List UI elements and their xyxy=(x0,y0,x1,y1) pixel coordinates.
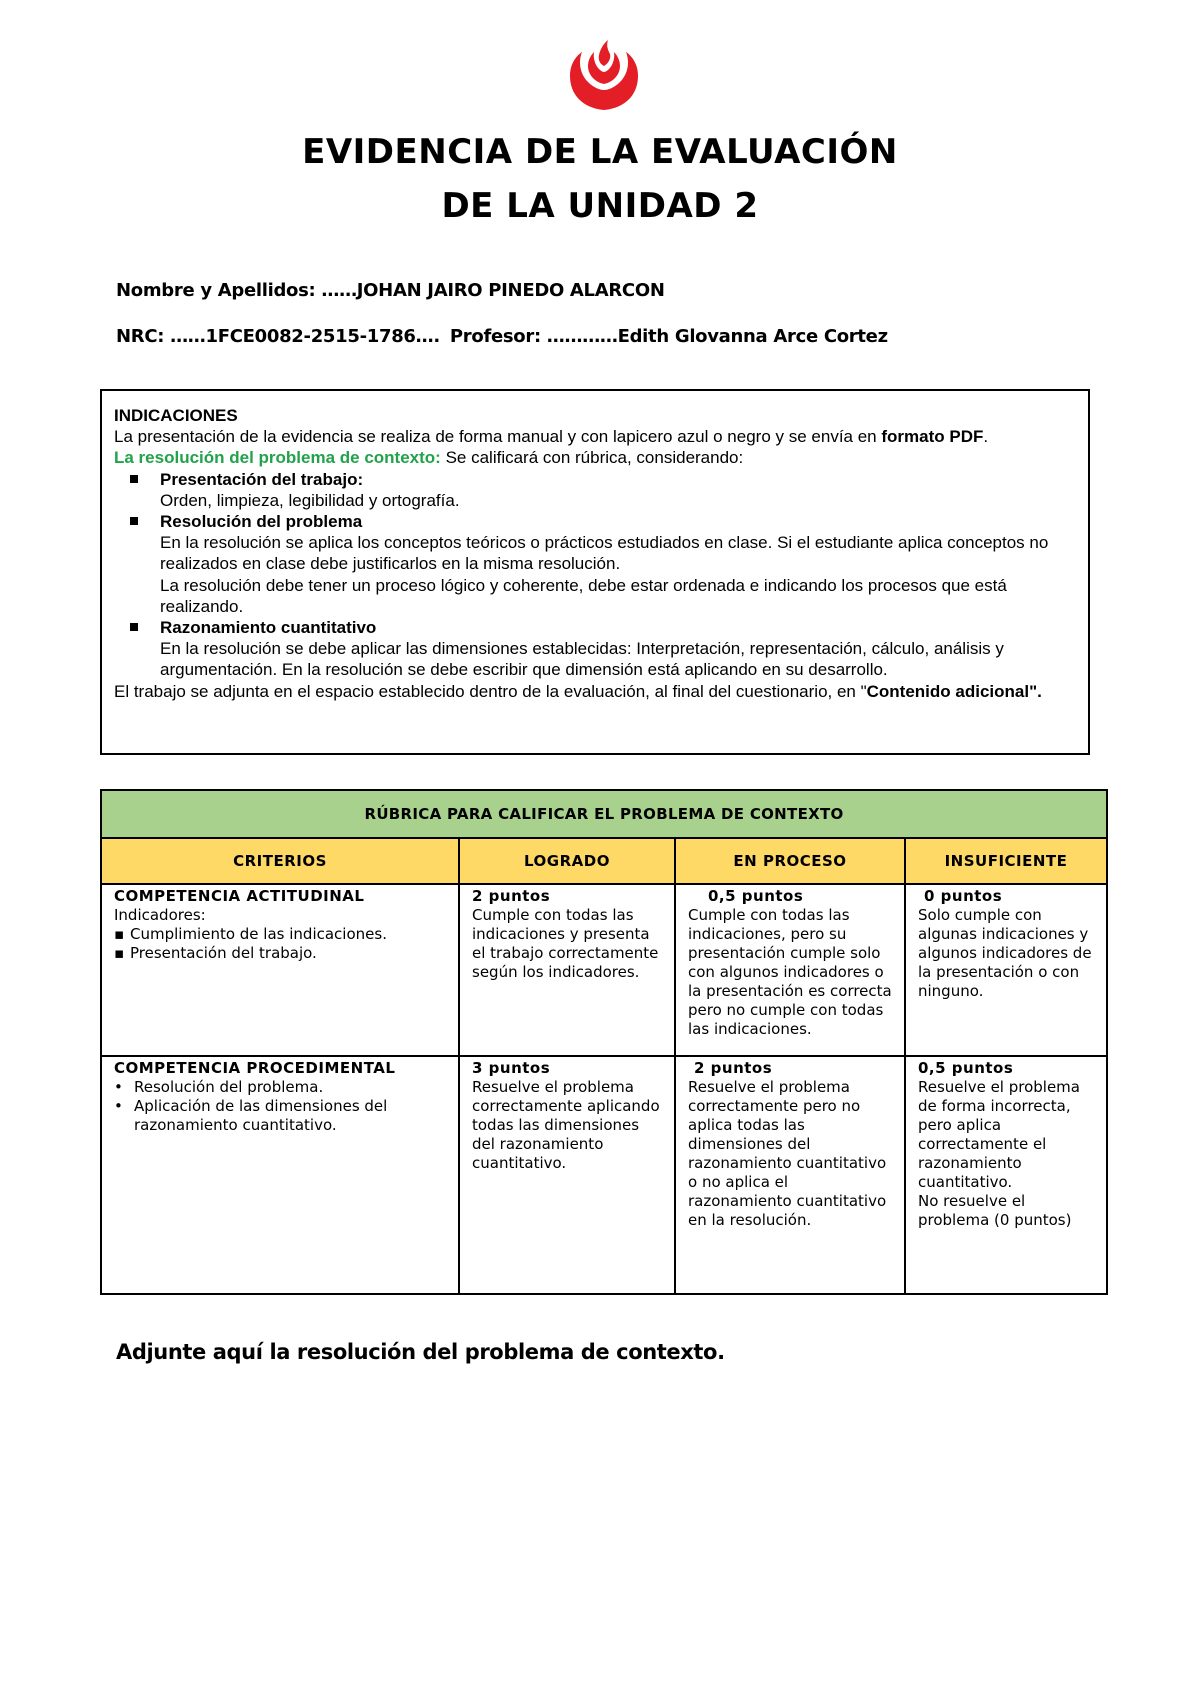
logrado-cell xyxy=(459,884,675,1056)
criterio-list xyxy=(114,925,448,963)
square-bullet-icon xyxy=(130,475,138,483)
context-label: La resolución del problema de contexto: xyxy=(114,448,441,468)
cell-text: Cumple con todas las indicaciones, pero su presentación cumple solo con algunos indicadores o la presentación es correcta pero no cumple con todas las indicaciones. xyxy=(688,906,892,1038)
points-label: 0,5 puntos xyxy=(708,887,804,905)
column-header: INSUFICIENTE xyxy=(905,838,1107,884)
item-title: Resolución del problema xyxy=(160,512,363,532)
intro-text: La presentación de la evidencia se realiza de forma manual y con lapicero azul o negro y se envía en xyxy=(114,427,882,447)
indicaciones-heading: INDICACIONES xyxy=(114,406,238,425)
list-item xyxy=(114,617,1078,681)
nrc-profesor-line xyxy=(116,326,888,347)
logrado-cell xyxy=(459,1056,675,1294)
cell-text: Solo cumple con algunas indicaciones y algunos indicadores de la presentación o con ninguno. xyxy=(918,906,1092,1000)
list-item xyxy=(114,469,1078,511)
rubric-title-row xyxy=(101,790,1107,838)
student-name: Nombre y Apellidos: ……JOHAN JAIRO PINEDO ALARCON xyxy=(116,280,665,301)
context-text: Se calificará con rúbrica, considerando: xyxy=(440,448,744,468)
column-header: EN PROCESO xyxy=(675,838,905,884)
closing-normal: El trabajo se adjunta en el espacio establecido dentro de la evaluación, al final del cuestionario, en " xyxy=(114,681,867,701)
list-item xyxy=(114,511,1078,617)
rubric-title: RÚBRICA PARA CALIFICAR EL PROBLEMA DE CONTEXTO xyxy=(101,790,1107,838)
points-label: 3 puntos xyxy=(472,1059,551,1077)
column-header: LOGRADO xyxy=(459,838,675,884)
list-item xyxy=(114,1097,448,1135)
indicaciones-intro xyxy=(114,426,1078,447)
intro-bold: formato PDF xyxy=(881,427,984,447)
profesor-value: Profesor: …………Edith Glovanna Arce Cortez xyxy=(449,326,888,347)
square-bullet-icon: ▪ xyxy=(114,944,125,962)
rubric-header-row xyxy=(101,838,1107,884)
item-text: En la resolución se aplica los conceptos teóricos o prácticos estudiados en clase. Si el estudiante aplica conceptos no realizados en clase debe justificarlos en la misma resolución. xyxy=(160,533,1049,574)
context-line xyxy=(114,447,1078,468)
intro-end: . xyxy=(983,427,989,447)
list-item xyxy=(114,944,448,963)
square-bullet-icon xyxy=(130,623,138,631)
criterio-item: Resolución del problema. xyxy=(134,1078,324,1096)
upc-flame-logo-icon xyxy=(566,36,642,112)
list-item xyxy=(114,1078,448,1097)
points-label: 0 puntos xyxy=(924,887,1003,905)
indicaciones-list xyxy=(114,469,1078,681)
page-title-line2: DE LA UNIDAD 2 xyxy=(441,186,759,226)
insuficiente-cell xyxy=(905,884,1107,1056)
proceso-cell xyxy=(675,884,905,1056)
points-label: 2 puntos xyxy=(694,1059,773,1077)
cell-text: Cumple con todas las indicaciones y presenta el trabajo correctamente según los indicadores. xyxy=(472,906,659,981)
cell-text: Resuelve el problema de forma incorrecta, pero aplica correctamente el razonamiento cuantitativo. xyxy=(918,1078,1080,1191)
proceso-cell xyxy=(675,1056,905,1294)
attach-instruction: Adjunte aquí la resolución del problema de contexto. xyxy=(116,1340,725,1364)
cell-text: No resuelve el problema (0 puntos) xyxy=(918,1192,1072,1229)
item-text: Orden, limpieza, legibilidad y ortografía. xyxy=(160,490,460,510)
criterio-cell xyxy=(101,1056,459,1294)
points-label: 2 puntos xyxy=(472,887,551,905)
square-bullet-icon xyxy=(130,517,138,525)
criterio-item: Presentación del trabajo. xyxy=(130,944,317,962)
nrc-value: NRC: ……1FCE0082-2515-1786…. xyxy=(116,326,440,347)
points-label: 0,5 puntos xyxy=(918,1059,1014,1077)
criterio-title: COMPETENCIA ACTITUDINAL xyxy=(114,887,365,905)
indicaciones-box xyxy=(100,389,1090,755)
table-row xyxy=(101,1056,1107,1294)
item-title: Presentación del trabajo: xyxy=(160,469,364,489)
round-bullet-icon: • xyxy=(114,1097,123,1115)
page-title-line1: EVIDENCIA DE LA EVALUACIÓN xyxy=(302,132,898,172)
criterio-cell xyxy=(101,884,459,1056)
table-row xyxy=(101,884,1107,1056)
cell-text: Resuelve el problema correctamente aplicando todas las dimensiones del razonamiento cuantitativo. xyxy=(472,1078,660,1172)
criterio-list xyxy=(114,1078,448,1135)
criterio-sub: Indicadores: xyxy=(114,906,206,924)
item-title: Razonamiento cuantitativo xyxy=(160,618,377,638)
rubric-table xyxy=(100,789,1108,1295)
item-text: En la resolución se debe aplicar las dimensiones establecidas: Interpretación, representación, cálculo, análisis y argumentación. En la resolución se debe escribir que dimensión está aplicando en su desarrollo. xyxy=(160,639,1004,680)
criterio-item: Cumplimiento de las indicaciones. xyxy=(130,925,387,943)
square-bullet-icon: ▪ xyxy=(114,925,125,943)
closing-text xyxy=(114,681,1078,702)
round-bullet-icon: • xyxy=(114,1078,123,1096)
insuficiente-cell xyxy=(905,1056,1107,1294)
list-item xyxy=(114,925,448,944)
cell-text: Resuelve el problema correctamente pero no aplica todas las dimensiones del razonamiento cuantitativo o no aplica el razonamiento cuantitativo en la resolución. xyxy=(688,1078,887,1229)
closing-bold: Contenido adicional". xyxy=(866,681,1042,701)
criterio-item: Aplicación de las dimensiones del razonamiento cuantitativo. xyxy=(134,1097,388,1134)
item-text: La resolución debe tener un proceso lógico y coherente, debe estar ordenada e indicando los procesos que está realizando. xyxy=(160,575,1007,616)
column-header: CRITERIOS xyxy=(101,838,459,884)
criterio-title: COMPETENCIA PROCEDIMENTAL xyxy=(114,1059,396,1077)
